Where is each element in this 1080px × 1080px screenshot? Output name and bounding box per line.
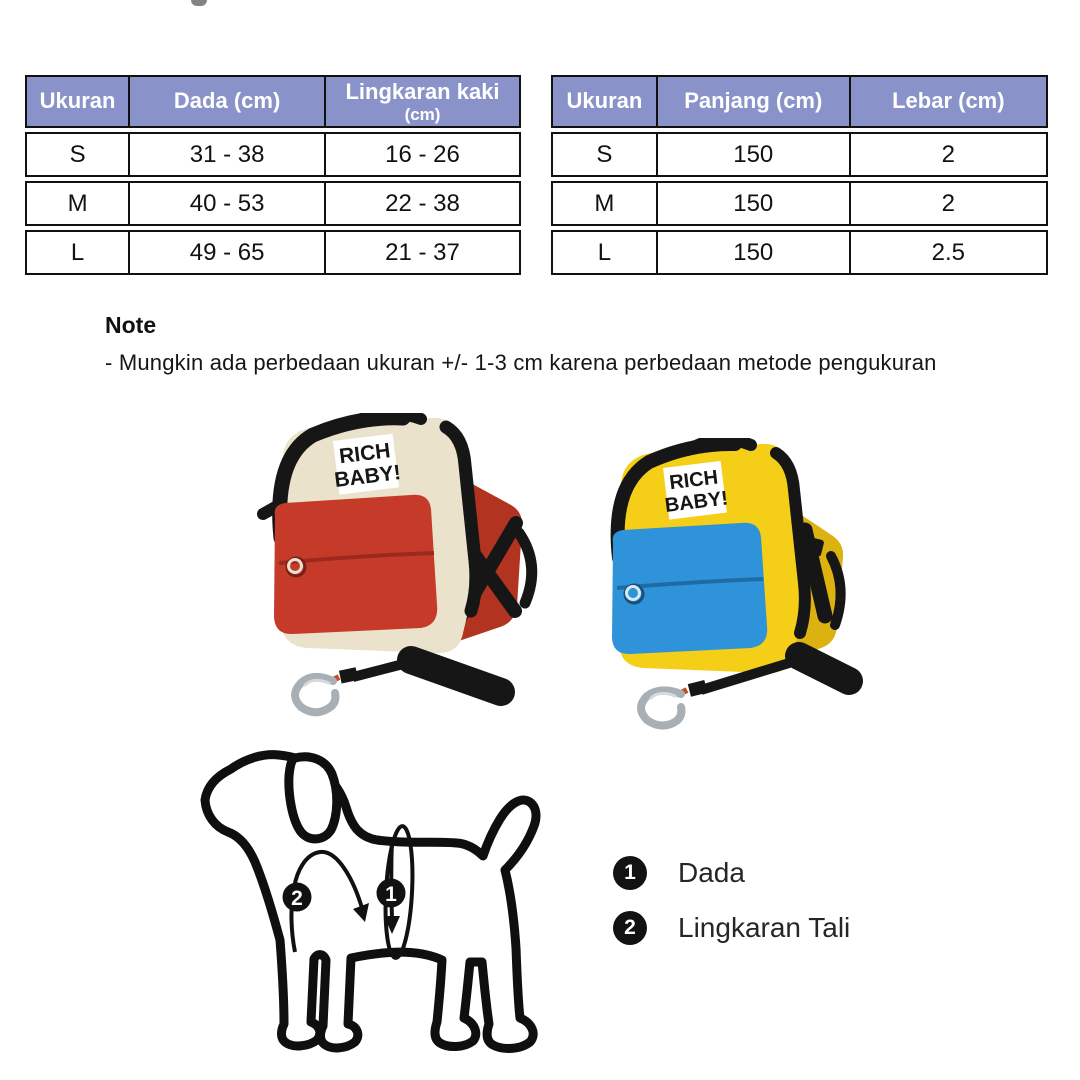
header-lebar: Lebar (cm)	[851, 75, 1048, 128]
length-cell: 150	[658, 181, 851, 226]
cropped-text-artifact	[191, 0, 207, 6]
brand-label	[660, 461, 729, 520]
brand-line1: RICH	[337, 439, 392, 469]
leg-girth-cell: 22 - 38	[326, 181, 521, 226]
width-cell: 2	[851, 181, 1048, 226]
marker-1-number: 1	[385, 883, 397, 906]
front-pocket	[274, 495, 437, 634]
note-title: Note	[105, 312, 157, 338]
length-cell: 150	[658, 132, 851, 177]
header-ukuran: Ukuran	[551, 75, 658, 128]
size-cell: S	[25, 132, 130, 177]
size-cell: L	[25, 230, 130, 275]
header-lingkaran-kaki-label: Lingkaran kaki	[345, 79, 500, 105]
leg-girth-cell: 16 - 26	[326, 132, 521, 177]
header-lingkaran-kaki-unit: (cm)	[404, 104, 441, 124]
dog-ear	[289, 757, 337, 839]
width-cell: 2	[851, 132, 1048, 177]
note-text: - Mungkin ada perbedaan ukuran +/- 1-3 cm karena perbedaan metode pengukuran	[105, 350, 937, 375]
marker-2-number: 2	[291, 887, 303, 910]
header-dada: Dada (cm)	[130, 75, 326, 128]
size-cell: M	[25, 181, 130, 226]
dog-outline	[205, 755, 536, 1049]
measurement-legend	[613, 856, 850, 966]
header-lingkaran-kaki	[326, 75, 521, 128]
note-section	[105, 312, 937, 376]
table-row	[551, 181, 1048, 226]
leash-handle	[799, 656, 849, 681]
dog-measurement-diagram	[185, 742, 605, 1072]
leg-girth-cell: 21 - 37	[326, 230, 521, 275]
size-cell: S	[551, 132, 658, 177]
size-cell: M	[551, 181, 658, 226]
legend-label-lingkaran-tali: Lingkaran Tali	[678, 912, 851, 943]
header-ukuran: Ukuran	[25, 75, 130, 128]
table-row	[551, 132, 1048, 177]
size-cell: L	[551, 230, 658, 275]
header-panjang: Panjang (cm)	[658, 75, 851, 128]
table-row	[25, 181, 521, 226]
brand-line2: BABY!	[333, 461, 402, 493]
table-row	[25, 230, 521, 275]
length-cell: 150	[658, 230, 851, 275]
chest-cell: 49 - 65	[130, 230, 326, 275]
table-header-row	[551, 75, 1048, 128]
brand-line2: BABY!	[663, 487, 730, 517]
harness-size-table	[25, 71, 521, 279]
legend-badge-2: 2	[613, 911, 647, 945]
product-photo-blue-backpack	[593, 438, 877, 730]
brand-line1: RICH	[668, 466, 720, 495]
brand-label	[330, 433, 403, 495]
legend-item-dada	[613, 856, 850, 890]
table-row	[25, 132, 521, 177]
chest-cell: 40 - 53	[130, 181, 326, 226]
legend-label-dada: Dada	[678, 857, 745, 888]
table-row	[551, 230, 1048, 275]
width-cell: 2.5	[851, 230, 1048, 275]
table-header-row	[25, 75, 521, 128]
leash-handle	[411, 660, 501, 692]
legend-item-lingkaran-tali	[613, 911, 850, 945]
product-photo-red-backpack	[253, 413, 563, 725]
chest-cell: 31 - 38	[130, 132, 326, 177]
leash-size-table	[551, 71, 1048, 279]
legend-badge-1: 1	[613, 856, 647, 890]
